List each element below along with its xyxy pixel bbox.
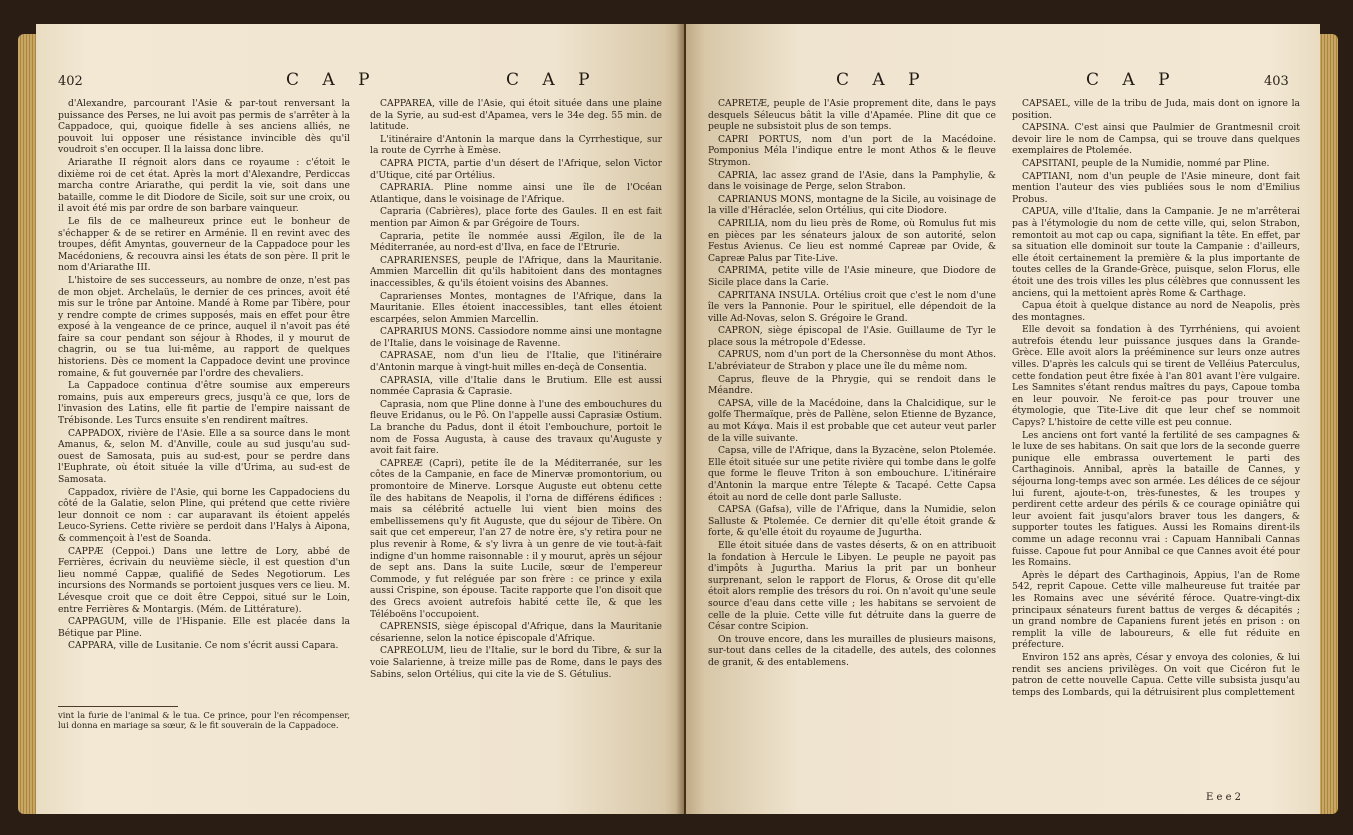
entry-paragraph: CAPRENSIS, siège épiscopal d'Afrique, dans la Mauritanie césarienne, selon la notice épiscopale d'Afrique.: [370, 621, 662, 644]
entry-paragraph: CAPRIANUS MONS, montagne de la Sicile, au voisinage de la ville d'Héraclée, selon Ortélius, qui cite Diodore.: [708, 193, 996, 217]
entry-paragraph: CAPPÆ (Ceppoi.) Dans une lettre de Lory, abbé de Ferrières, écrivain du neuvième siècle, il est question d'un lieu nommé Cappæ, qualifié de Sedes Negotiorum. Les incursions des Normands se portoient jusques vers ce lieu. M. Lévesque croit que ce doit être Ceppoi, situé sur le Loin, entre Ferrières & Montargis. (Mém. de Littérature).: [58, 545, 350, 615]
running-head-right-b: C A P: [1086, 70, 1179, 90]
entry-paragraph: CAPSA, ville de la Macédoine, dans la Chalcidique, sur le golfe Thermaïque, près de Pallène, selon Etienne de Byzance, au mot Κάψα. Mais il est probable que cet auteur veut parler de la ville suivante.: [708, 397, 996, 444]
right-page: [686, 24, 1320, 814]
entry-paragraph: CAPREOLUM, lieu de l'Italie, sur le bord du Tibre, & sur la voie Salarienne, à treize mille pas de Rome, dans le pays des Sabins, selon Ortélius, qui cite la vie de S. Gétulius.: [370, 645, 662, 680]
page-number-left: 402: [58, 74, 83, 89]
running-head-right-a: C A P: [836, 70, 929, 90]
page-edges-left: [18, 34, 38, 814]
entry-paragraph: Capua étoit à quelque distance au nord de Neapolis, près des montagnes.: [1012, 300, 1300, 323]
entry-paragraph: CAPPADOX, rivière de l'Asie. Elle a sa source dans le mont Amanus, &, selon M. d'Anville, coule au sud jusqu'au sud-ouest de Samosata, puis au sud-est, pour se perdre dans l'Euphrate, où étoit située la ville d'Urima, au sud-est de Samosata.: [58, 427, 350, 485]
entry-paragraph: CAPSINA. C'est ainsi que Paulmier de Grantmesnil croit devoir lire le nom de Campsa, qui se trouve dans quelques exemplaires de Ptolemée.: [1012, 122, 1300, 157]
entry-paragraph: CAPSAEL, ville de la tribu de Juda, mais dont on ignore la position.: [1012, 98, 1300, 121]
left-column-2: [370, 98, 662, 681]
entry-paragraph: CAPPAREA, ville de l'Asie, qui étoit située dans une plaine de la Syrie, au sud-est d'Apamea, vers le 34e deg. 55 min. de latitude.: [370, 98, 662, 133]
entry-paragraph: Le fils de ce malheureux prince eut le bonheur de s'échapper & de se retirer en Arménie. Il en revint avec des troupes, défit Amyntas, gouverneur de la Cappadoce pour les Macédoniens, & recouvra ainsi les états de son père. Il prit le nom d'Ariarathe III.: [58, 215, 350, 274]
entry-paragraph: Environ 152 ans après, César y envoya des colonies, & lui rendit ses anciens privilèges. On voit que Cicéron fut le patron de cette nouvelle Capua. Cette ville subsista jusqu'au temps des Lombards, qui la détruisirent plus complettement: [1012, 651, 1300, 698]
entry-paragraph: CAPRITANA INSULA. Ortélius croit que c'est le nom d'une île vers la Pannonie. Pour le spirituel, elle dépendoit de la ville Ad-Novas, selon S. Grégoire le Grand.: [708, 289, 996, 324]
entry-paragraph: CAPPAGUM, ville de l'Hispanie. Elle est placée dans la Bétique par Pline.: [58, 616, 350, 639]
entry-paragraph: CAPUA, ville d'Italie, dans la Campanie. Je ne m'arrêterai pas à l'étymologie du nom de cette ville, qui, selon Strabon, remontoit au mot cap ou capa, signifiant la tête. En effet, par sa situation elle dominoit sur toute la Campanie : d'ailleurs, elle étoit certainement la première & la plus importante de toutes celles de la Grande-Grèce, puisque, selon Florus, elle étoit une des trois villes les plus célèbres que connussent les anciens, qui la mettoient après Rome & Carthage.: [1012, 206, 1300, 299]
footnote: vint la furie de l'animal & le tua. Ce prince, pour l'en récompenser, lui donna en mariage sa sœur, & le fit souverain de la Cappadoce.: [58, 710, 350, 731]
entry-paragraph: CAPRIMA, petite ville de l'Asie mineure, que Diodore de Sicile place dans la Carie.: [708, 265, 996, 288]
entry-paragraph: Les anciens ont fort vanté la fertilité de ses campagnes & le luxe de ses habitans. On sait que lors de la seconde guerre punique elle embrassa ouvertement le parti des Carthaginois. Annibal, après la bataille de Cannes, y séjourna long-temps avec son armée. Les délices de ce séjour lui furent, ajoute-t-on, très-funestes, & les troupes y perdirent cette ardeur des périls & ce courage opiniâtre qui leur avoient fait jusqu'alors braver tous les dangers, & supporter toutes les fatigues. Aussi les Romains dirent-ils comme un adage reconnu vrai : Capuam Hannibali Cannas fuisse. Capoue fut pour Annibal ce que Cannes avoit été pour les Romains.: [1012, 429, 1300, 569]
entry-paragraph: CAPRASAE, nom d'un lieu de l'Italie, que l'itinéraire d'Antonin marque à vingt-huit milles en-deçà de Consentia.: [370, 350, 662, 374]
running-head-left-a: C A P: [286, 70, 379, 90]
entry-paragraph: Elle devoit sa fondation à des Tyrrhéniens, qui avoient autrefois étendu leur puissance jusques dans la Grande-Grèce. Elle avoit alors la prééminence sur leurs onze autres villes. D'après les calculs qui se tirent de Velléius Paterculus, cette fondation peut être fixée à l'an 801 avant l'ère vulgaire. Les Samnites s'étant rendus maîtres du pays, Capoue tomba en leur pouvoir. Ne feroit-ce pas pour trouver une étymologie, que Tite-Live dit que leur chef se nommoit Capys? L'histoire de cette ville est peu connue.: [1012, 324, 1300, 429]
entry-paragraph: CAPSITANI, peuple de la Numidie, nommé par Pline.: [1022, 157, 1270, 169]
left-column-1: [58, 98, 350, 653]
entry-paragraph: CAPRUS, nom d'un port de la Chersonnèse du mont Athos. L'abréviateur de Strabon y place une île du même nom.: [708, 349, 996, 373]
entry-paragraph: Capraria (Cabrières), place forte des Gaules. Il en est fait mention par Aimon & par Grégoire de Tours.: [370, 206, 662, 229]
entry-paragraph: CAPRILIA, nom du lieu près de Rome, où Romulus fut mis en pièces par les sénateurs jaloux de son autorité, selon Festus Avienus. Ce lieu est nommé Capreæ par Ovide, & Capreæ Palus par Tite-Live.: [708, 217, 996, 264]
entry-paragraph: CAPRI PORTUS, nom d'un port de la Macédoine. Pomponius Méla l'indique entre le mont Athos & le fleuve Strymon.: [708, 133, 996, 168]
entry-paragraph: Après le départ des Carthaginois, Appius, l'an de Rome 542, reprit Capoue. Cette ville malheureuse fut traitée par les Romains avec une sévérité féroce. Quatre-vingt-dix principaux sénateurs furent battus de verges & décapités ; un grand nombre de Capaniens furent jetés en prison : on remplit la ville de laboureurs, & elle fut réduite en préfecture.: [1012, 569, 1300, 651]
entry-paragraph: L'itinéraire d'Antonin la marque dans la Cyrrhestique, sur la route de Cyrrhe à Emèse.: [370, 133, 662, 157]
running-head-left-b: C A P: [506, 70, 599, 90]
entry-paragraph: Ariarathe II régnoit alors dans ce royaume : c'étoit le dixième roi de cet état. Après la mort d'Alexandre, Perdiccas marcha contre Ariarathe, qui perdit la vie, soit dans une bataille, comme le dit Diodore de Sicile, soit sur une croix, ou il avoit été mis par ordre de son barbare vainqueur.: [58, 156, 350, 215]
footnote-rule: [58, 706, 178, 707]
entry-paragraph: CAPRA PICTA, partie d'un désert de l'Afrique, selon Victor d'Utique, cité par Ortélius.: [370, 157, 662, 181]
right-column-2: [1012, 98, 1300, 699]
entry-paragraph: CAPRARIUS MONS. Cassiodore nomme ainsi une montagne de l'Italie, dans le voisinage de Ravenne.: [370, 326, 662, 349]
entry-paragraph: La Cappadoce continua d'être soumise aux empereurs romains, puis aux empereurs grecs, jusqu'à ce que, lors de l'invasion des Latins, elle fit partie de l'empire naissant de Trébisonde. Les Turcs ensuite s'en rendirent maîtres.: [58, 380, 350, 427]
entry-paragraph: CAPREÆ (Capri), petite île de la Méditerranée, sur les côtes de la Campanie, en face de Minervæ promontorium, ou promontoire de Minerve. Lorsque Auguste eut obtenu cette île des habitans de Neapolis, il l'orna de différens édifices : mais sa célébrité actuelle lui vient bien moins des embellissemens qu'y fit Auguste, que du séjour de Tibère. On sait que cet empereur, l'an 27 de notre ère, s'y retira pour ne plus revenir à Rome, & s'y livra à un genre de vie tout-à-fait indigne d'un homme raisonnable : il y mourut, après un séjour de sept ans. Dans la suite Lucile, sœur de l'empereur Commode, y fut reléguée par son frère : ce prince y exila aussi Crispine, son épouse. Tacite rapporte que l'on disoit que des Grecs avoient autrefois habité cette île, & que les Téléboëns l'occupoient.: [370, 457, 662, 620]
entry-paragraph: CAPRON, siège épiscopal de l'Asie. Guillaume de Tyr le place sous la métropole d'Edesse.: [708, 325, 996, 348]
entry-paragraph: Capraria, petite île nommée aussi Ægilon, île de la Méditerranée, au nord-est d'Ilva, en face de l'Etrurie.: [370, 230, 662, 254]
entry-paragraph: CAPPARA, ville de Lusitanie. Ce nom s'écrit aussi Capara.: [68, 640, 339, 652]
entry-paragraph: CAPTIANI, nom d'un peuple de l'Asie mineure, dont fait mention l'auteur des vies publiées sous le nom d'Emilius Probus.: [1012, 170, 1300, 205]
right-column-1: [708, 98, 996, 670]
entry-paragraph: Elle étoit située dans de vastes déserts, & on en attribuoit la fondation à Hercule le Libyen. Le peuple ne payoit pas d'impôts à Jugurtha. Marius la prit par un bonheur surprenant, selon le rapport de Florus, & Orose dit qu'elle étoit alors remplie des trésors du roi. On n'avoit qu'une seule source d'eau dans cette ville ; les habitans se servoient de celle de la pluie. Cette ville fut détruite dans la guerre de César contre Scipion.: [708, 539, 996, 633]
left-page: [36, 24, 684, 814]
entry-paragraph: On trouve encore, dans les murailles de plusieurs maisons, sur-tout dans celles de la citadelle, des autels, des colonnes de granit, & des entablemens.: [708, 633, 996, 668]
page-number-right: 403: [1264, 74, 1289, 89]
entry-paragraph: Cappadox, rivière de l'Asie, qui borne les Cappadociens du côté de la Galatie, selon Pline, qui prétend que cette rivière leur donnoit ce nom : car auparavant ils étoient appelés Leuco-Syriens. Cette rivière se perdoit dans l'Halys à Aipona, & commençoit à l'est de Soanda.: [58, 486, 350, 544]
entry-paragraph: Caprasia, nom que Pline donne à l'une des embouchures du fleuve Eridanus, ou le Pô. On l'appelle aussi Caprasiæ Ostium. La branche du Padus, dont il étoit l'embouchure, portoit le nom de Fossa Augusta, à cause des travaux qu'Auguste y avoit fait faire.: [370, 398, 662, 457]
open-book: [18, 14, 1338, 822]
entry-paragraph: Capsa, ville de l'Afrique, dans la Byzacène, selon Ptolemée. Elle étoit située sur une petite rivière qui tombe dans le golfe que forme le fleuve Triton à son embouchure. L'itinéraire d'Antonin la marque entre Télepte & Tacapé. Cette Capsa étoit au nord de celle dont parle Salluste.: [708, 445, 996, 503]
entry-paragraph: Caprarienses Montes, montagnes de l'Afrique, dans la Mauritanie. Elles étoient inaccessibles, tant elles étoient escarpées, selon Ammien Marcellin.: [370, 290, 662, 325]
signature-mark: E e e 2: [1206, 792, 1242, 803]
page-edges-right: [1318, 34, 1338, 814]
entry-paragraph: CAPRARIENSES, peuple de l'Afrique, dans la Mauritanie. Ammien Marcellin dit qu'ils habitoient dans des montagnes inaccessibles, & qu'ils étoient voisins des Abannes.: [370, 254, 662, 289]
entry-paragraph: CAPRETÆ, peuple de l'Asie proprement dite, dans le pays desquels Séleucus bâtit la ville d'Apamée. Pline dit que ce peuple ne subsistoit plus de son temps.: [708, 98, 996, 133]
entry-paragraph: CAPRARIA. Pline nomme ainsi une île de l'Océan Atlantique, dans le voisinage de l'Afrique.: [370, 182, 662, 205]
entry-paragraph: d'Alexandre, parcourant l'Asie & par-tout renversant la puissance des Perses, ne lui avoit pas permis de s'arrêter à la Cappadoce, qui, quoique fidelle à ses anciens alliés, ne pouvoit lui opposer une résistance invincible dès qu'il voudroit s'en occuper. Il la laissa donc libre.: [58, 98, 350, 156]
entry-paragraph: CAPRIA, lac assez grand de l'Asie, dans la Pamphylie, & dans le voisinage de Perge, selon Strabon.: [708, 169, 996, 193]
entry-paragraph: CAPSA (Gafsa), ville de l'Afrique, dans la Numidie, selon Salluste & Ptolemée. Ce dernier dit qu'elle étoit grande & forte, & qu'elle étoit du royaume de Jugurtha.: [708, 504, 996, 539]
entry-paragraph: L'histoire de ses successeurs, au nombre de onze, n'est pas de mon objet. Archelaüs, le dernier de ces princes, avoit été mis sur le trône par Antoine. Mandé à Rome par Tibère, pour y rendre compte de crimes supposés, mais en effet pour être exposé à la vengeance de ce prince, auquel il n'avoit pas été faire sa cour pendant son séjour à Rhodes, il y mourut de chagrin, ou se tua lui-même, au rapport de quelques historiens. Dès ce moment la Cappadoce devint une province romaine, & fut gouvernée par l'ordre des chevaliers.: [58, 274, 350, 379]
entry-paragraph: CAPRASIA, ville d'Italie dans le Brutium. Elle est aussi nommée Caprasia & Caprasie.: [370, 374, 662, 398]
entry-paragraph: Caprus, fleuve de la Phrygie, qui se rendoit dans le Méandre.: [708, 373, 996, 397]
